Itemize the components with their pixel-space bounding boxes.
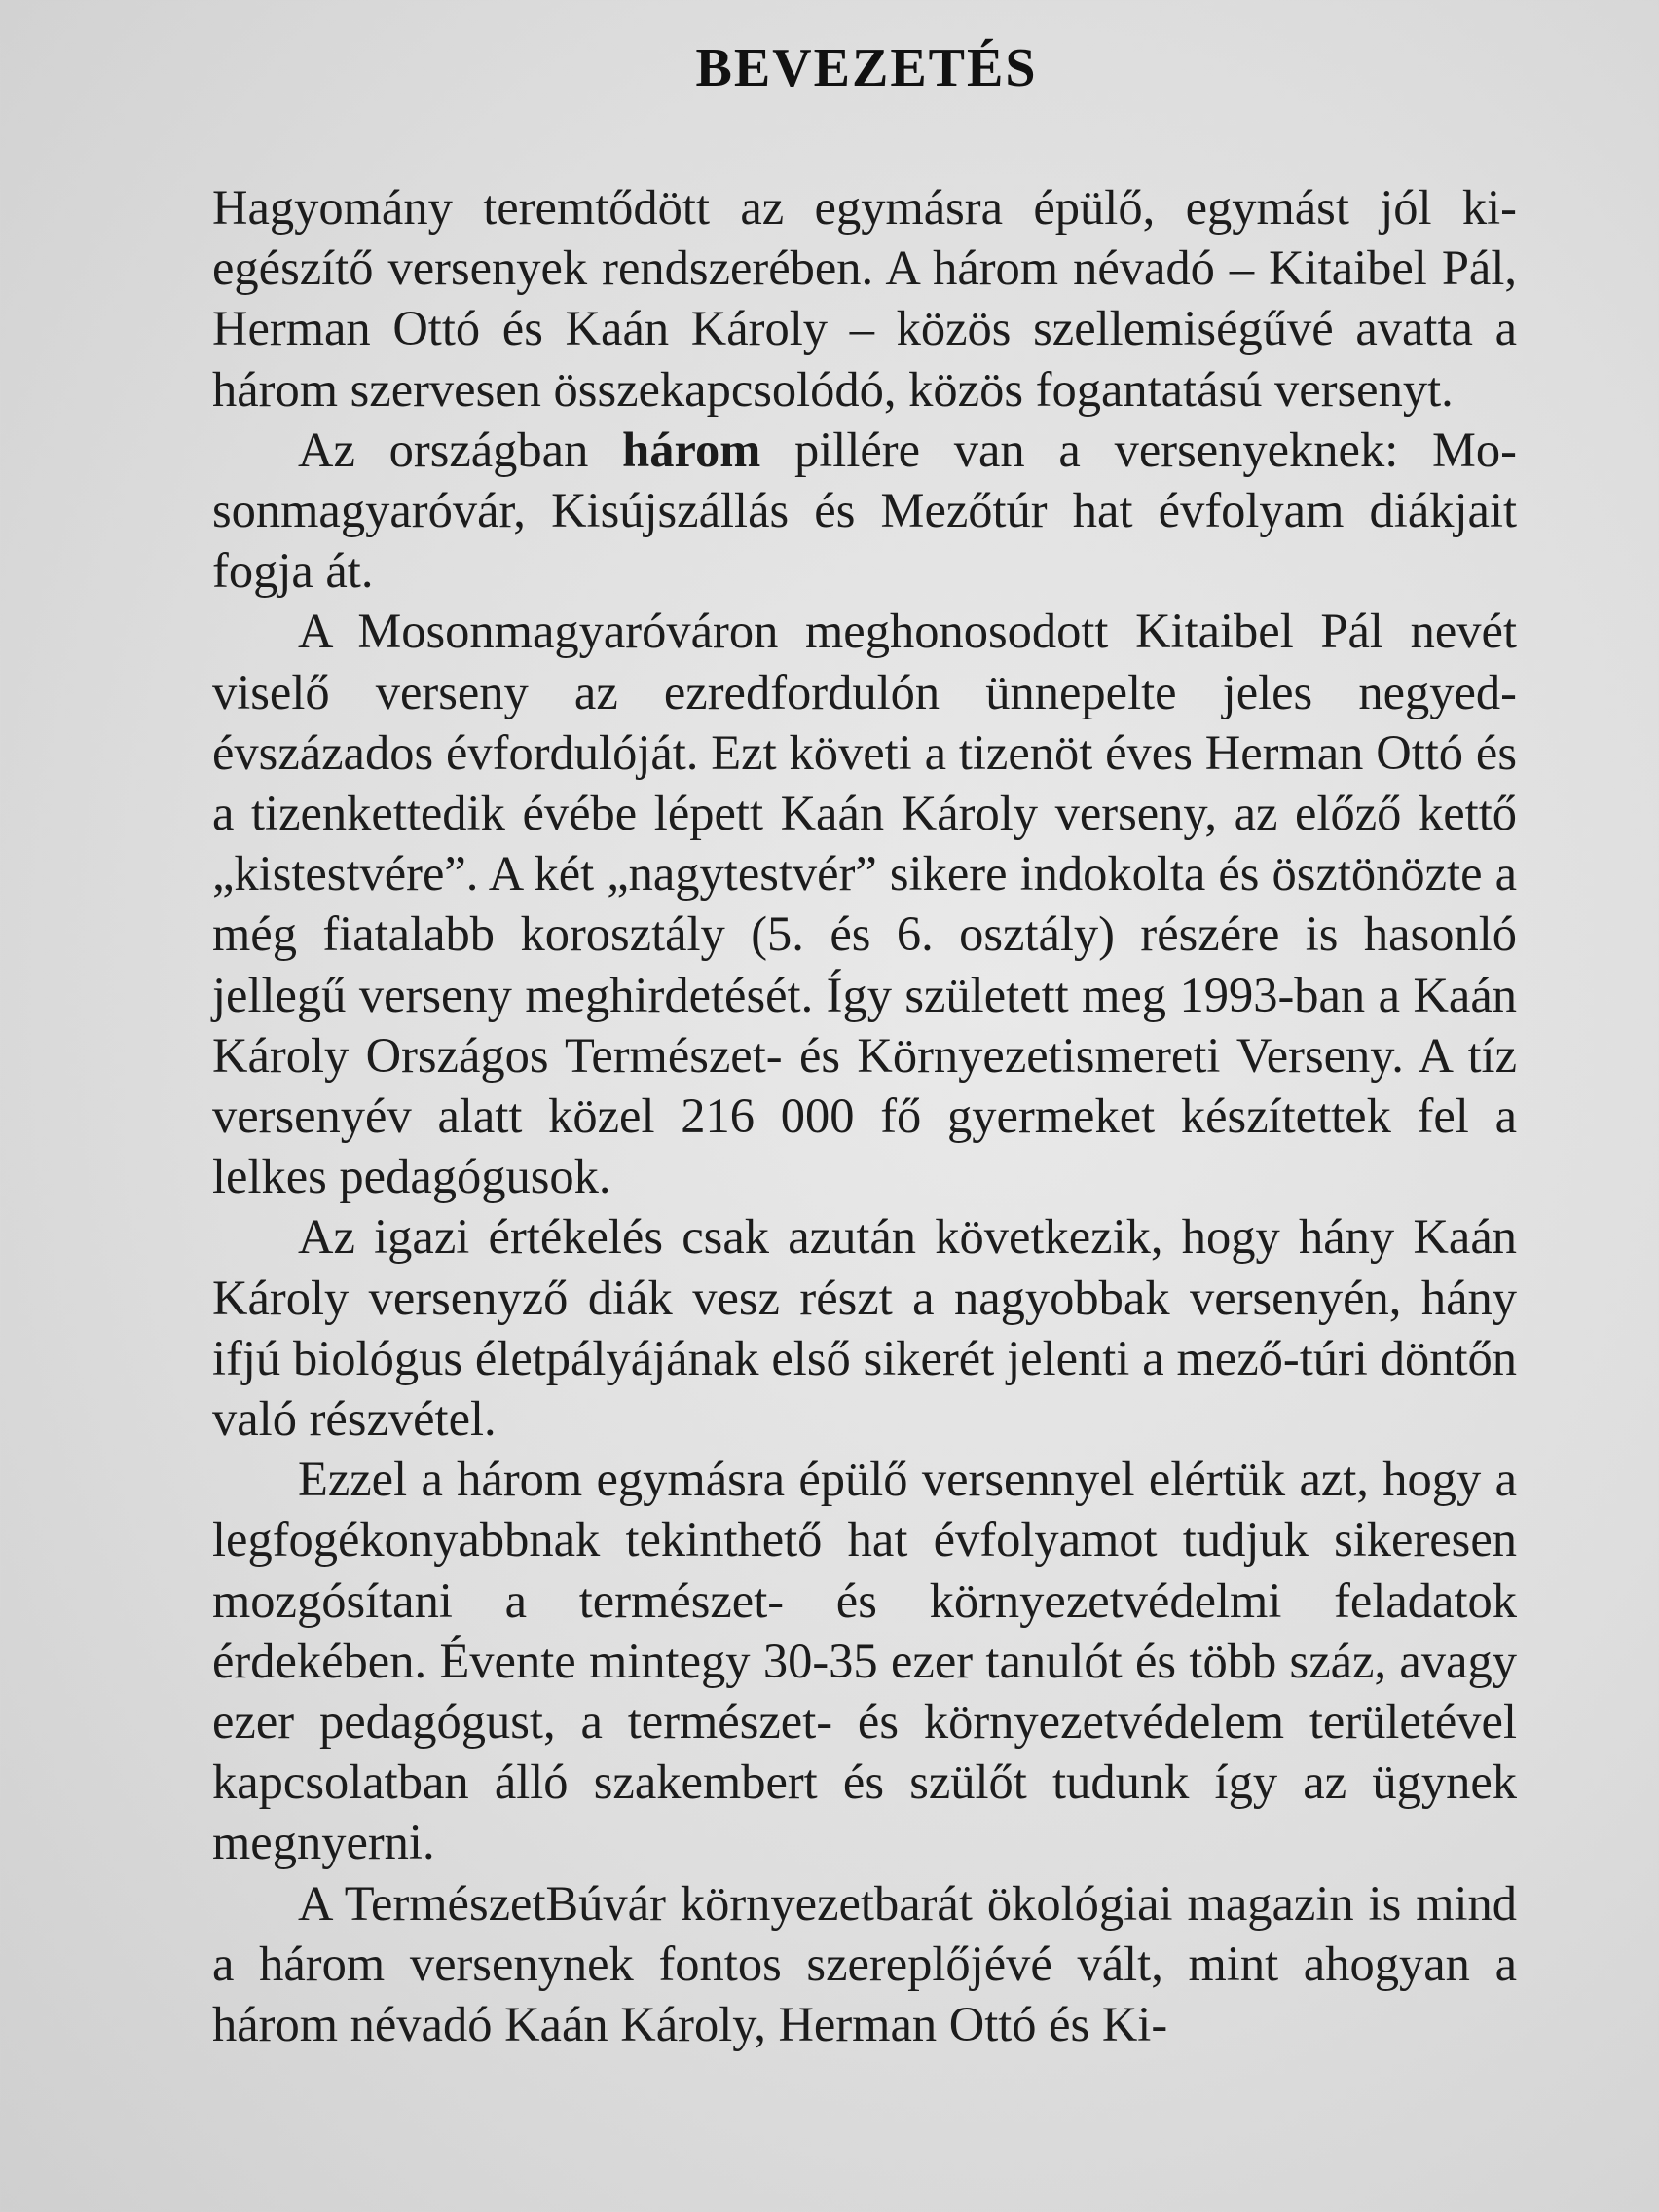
paragraph-4-text: Az igazi értékelés csak azután következik, hogy hány Kaán Károly versenyző diák vesz részt a nagyobbak versenyén, hány ifjú biológus életpályájának első sikerét jelenti a mező-túri döntőn való részvétel. bbox=[212, 1209, 1517, 1447]
paragraph-4 bbox=[212, 1206, 1517, 1449]
paragraph-1-text: Hagyomány teremtődött az egymásra épülő, egymást jól kiegészítő versenyek rendszerében. A három névadó – Kitaibel Pál, Herman Ottó és Kaán Károly – közös szellemiségűvé avatta a három szervesen összekapcsolódó, közös fogantatású versenyt. bbox=[212, 180, 1517, 417]
paragraph-2-text-end: pillére van a versenyeknek: Mosonmagyaróvár, Kisújszállás és Mezőtúr hat évfolyam diákjait fogja át. bbox=[212, 422, 1517, 599]
paragraph-3-text: A Mosonmagyaróváron meghonosodott Kitaibel Pál nevét viselő verseny az ezredfordulón ünnepelte jeles negyedévszázados évfordulóját. Ezt követi a tizenöt éves Herman Ottó és a tizenkettedik évébe lépett Kaán Károly verseny, az előző kettő „kistestvére”. A két „nagytestvér” sikere indokolta és ösztönözte a még fiatalabb korosztály (5. és 6. osztály) részére is hasonló jellegű verseny meghirdetését. Így született meg 1993-ban a Kaán Károly Országos Természet- és Környezetismereti Verseny. A tíz versenyév alatt közel 216 000 fő gyermeket készítettek fel a lelkes pedagógusok. bbox=[212, 604, 1517, 1204]
paragraph-5 bbox=[212, 1449, 1517, 1872]
paragraph-2-text-start: Az országban bbox=[298, 422, 623, 477]
paragraph-6 bbox=[212, 1873, 1517, 2055]
page-title: BEVEZETÉS bbox=[695, 38, 1038, 98]
paragraph-2-bold-word: három bbox=[622, 422, 761, 477]
paragraph-2 bbox=[212, 420, 1517, 602]
paragraph-6-text: A TermészetBúvár környezetbarát ökológiai magazin is mind a három versenynek fontos szereplőjévé vált, mint ahogyan a három névadó Kaán Károly, Herman Ottó és Ki- bbox=[212, 1875, 1517, 2052]
paragraph-3 bbox=[212, 601, 1517, 1206]
paragraph-5-text: Ezzel a három egymásra épülő versennyel elértük azt, hogy a legfogékonyabbnak tekinthető hat évfolyamot tudjuk sikeresen mozgósítani a természet- és környezetvédelmi feladatok érdekében. Évente mintegy 30-35 ezer tanulót és több száz, avagy ezer pedagógust, a természet- és környezetvédelem területével kapcsolatban álló szakembert és szülőt tudunk így az ügynek megnyerni. bbox=[212, 1452, 1517, 1870]
body-text bbox=[212, 177, 1517, 2054]
paragraph-1 bbox=[212, 177, 1517, 420]
